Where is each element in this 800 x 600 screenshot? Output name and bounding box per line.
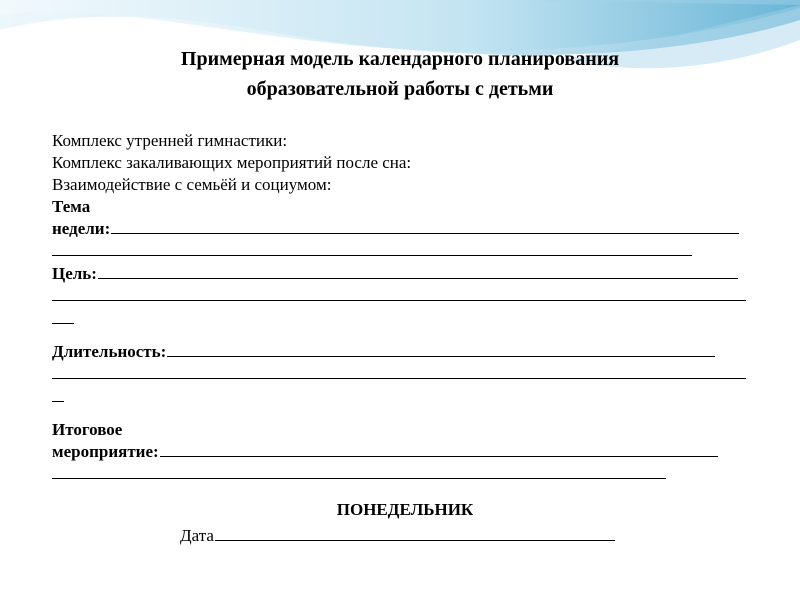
duration-input-line[interactable]	[167, 342, 715, 357]
topic-input-line-2[interactable]	[52, 240, 692, 256]
duration-input-line-3[interactable]	[52, 386, 64, 402]
family-interaction-label: Взаимодействие с семьёй и социумом:	[52, 175, 332, 194]
title-line-2: образовательной работы с детьми	[246, 78, 554, 100]
goal-input-line-3[interactable]	[52, 308, 74, 324]
final-event-label-line-2: мероприятие:	[52, 442, 159, 461]
duration-label: Длительность:	[52, 342, 167, 361]
topic-label-line-1: Тема	[52, 197, 91, 216]
spacer	[52, 409, 762, 419]
topic-label-line-2: недели:	[52, 219, 111, 238]
duration-field-row	[52, 341, 762, 363]
page-title	[0, 44, 800, 104]
final-event-input-line-2[interactable]	[52, 463, 666, 479]
date-field-row	[180, 526, 615, 546]
goal-field-row	[52, 263, 762, 285]
duration-input-line-2[interactable]	[52, 363, 746, 379]
hardening-label: Комплекс закаливающих мероприятий после сна:	[52, 153, 412, 172]
title-line-1: Примерная модель календарного планирования	[180, 48, 620, 70]
morning-gym-label: Комплекс утренней гимнастики:	[52, 131, 288, 150]
day-heading: ПОНЕДЕЛЬНИК	[336, 500, 474, 519]
goal-input-line[interactable]	[98, 264, 738, 279]
topic-input-line[interactable]	[111, 219, 739, 234]
goal-label: Цель:	[52, 264, 97, 283]
date-input-line[interactable]	[215, 526, 615, 541]
form-content	[52, 130, 762, 486]
topic-field-row	[52, 218, 762, 240]
goal-input-line-2[interactable]	[52, 285, 746, 301]
final-event-field-row	[52, 441, 762, 463]
final-event-label-line-1: Итоговое	[52, 420, 123, 439]
date-label: Дата	[180, 526, 214, 545]
final-event-input-line[interactable]	[160, 442, 718, 457]
spacer	[52, 331, 762, 341]
